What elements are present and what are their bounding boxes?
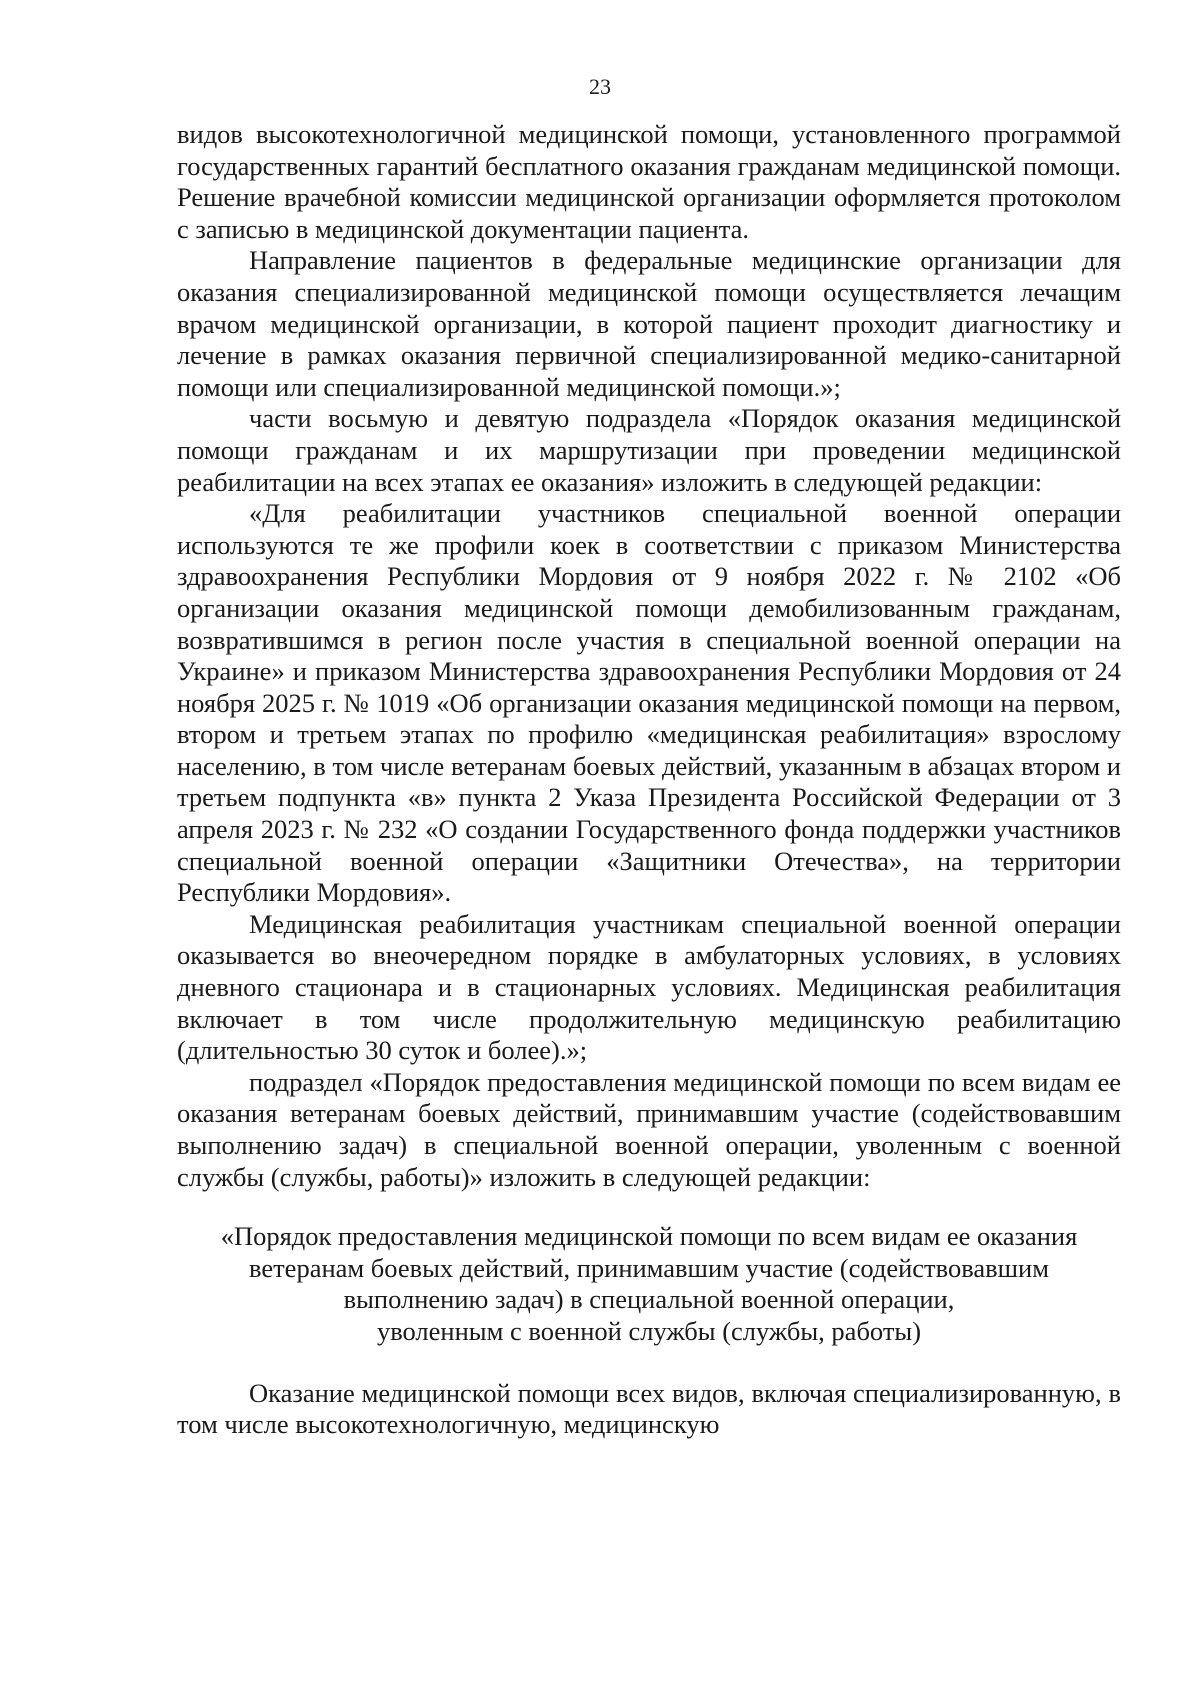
paragraph-amendment-rehab: части восьмую и девятую подраздела «Порядок оказания медицинской помощи гражданам и их маршрутизации при проведении медицинской реабилитации на всех этапах ее оказания» изложить в следующей редакции:	[177, 403, 1121, 497]
paragraph-continuation: видов высокотехнологичной медицинской помощи, установленного программой государственных гарантий бесплатного оказания гражданам медицинской помощи. Решение врачебной комиссии медицинской организации оформляется протоколом с записью в медицинской документации пациента.	[177, 119, 1121, 244]
paragraph-care-provision: Оказание медицинской помощи всех видов, включая специализированную, в том числе высокотехнологичную, медицинскую	[177, 1377, 1121, 1440]
section-heading-line: уволенным с военной службы (службы, работы)	[376, 1315, 922, 1346]
paragraph-rehab-conditions: Медицинская реабилитация участникам специальной военной операции оказывается во внеочередном порядке в амбулаторных условиях, в условиях дневного стационара и в стационарных условиях. Медицинская реабилитация включает в том числе продолжительную медицинскую реабилитацию (длительностью 30 суток и более).»;	[177, 908, 1121, 1066]
page-number: 23	[589, 74, 611, 99]
section-heading-line: ветеранам боевых действий, принимавшим участие (содействовавшим	[248, 1252, 1049, 1283]
document-body	[177, 119, 1121, 1441]
paragraph-amendment-veterans: подраздел «Порядок предоставления медицинской помощи по всем видам ее оказания ветеранам боевых действий, принимавшим участие (содействовавшим выполнению задач) в специальной военной операции, уволенным с военной службы (службы, работы)» изложить в следующей редакции:	[177, 1066, 1121, 1192]
paragraph-rehab-profiles: «Для реабилитации участников специальной военной операции используются те же профили коек в соответствии с приказом Министерства здравоохранения Республики Мордовия от 9 ноября 2022 г. № 2102 «Об организации оказания медицинской помощи демобилизованным гражданам, возвратившимся в регион после участия в специальной военной операции на Украине» и приказом Министерства здравоохранения Республики Мордовия от 24 ноября 2025 г. № 1019 «Об организации оказания медицинской помощи на первом, втором и третьем этапах по профилю «медицинская реабилитация» взрослому населению, в том числе ветеранам боевых действий, указанным в абзацах втором и третьем подпункта «в» пункта 2 Указа Президента Российской Федерации от 3 апреля 2023 г. № 232 «О создании Государственного фонда поддержки участников специальной военной операции «Защитники Отечества», на территории Республики Мордовия».	[177, 498, 1121, 908]
section-heading-line: «Порядок предоставления медицинской помощи по всем видам ее оказания	[220, 1221, 1078, 1252]
section-heading-line: выполнению задач) в специальной военной операции,	[343, 1284, 955, 1315]
section-heading	[177, 1221, 1121, 1347]
paragraph-referral: Направление пациентов в федеральные медицинские организации для оказания специализированной медицинской помощи осуществляется лечащим врачом медицинской организации, в которой пациент проходит диагностику и лечение в рамках оказания первичной специализированной медико-санитарной помощи или специализированной медицинской помощи.»;	[177, 245, 1121, 402]
